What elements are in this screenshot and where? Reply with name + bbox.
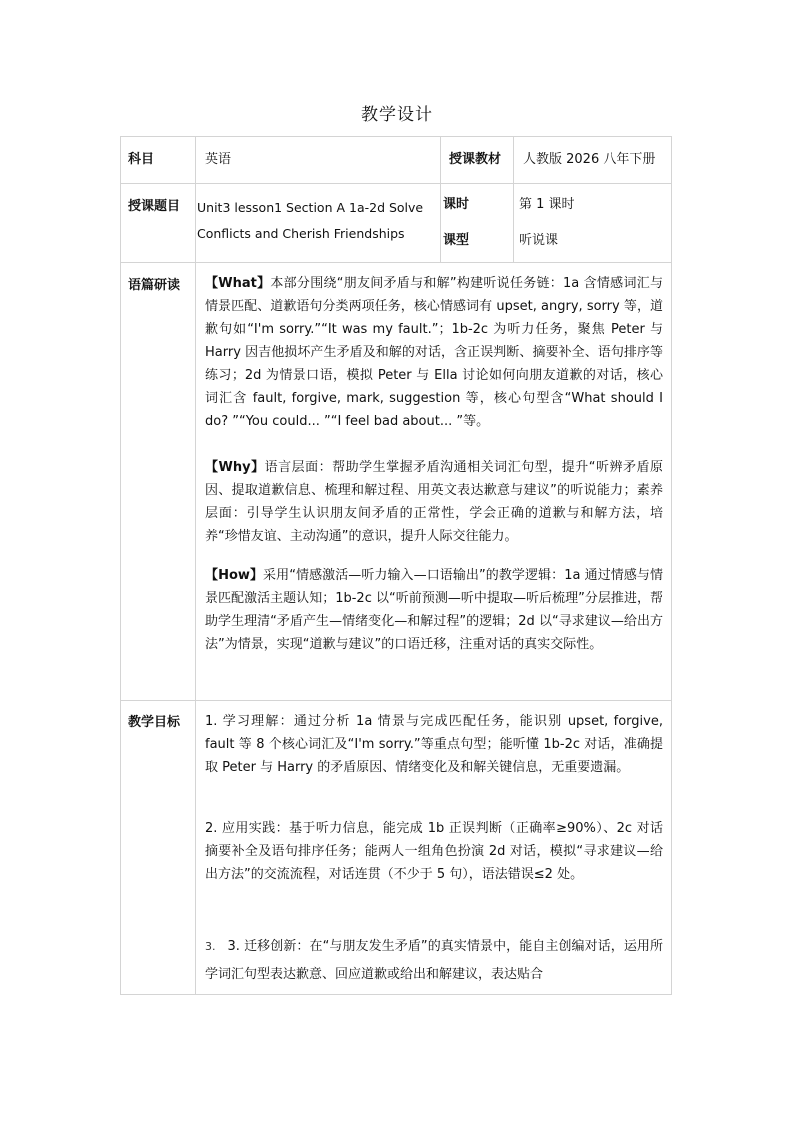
what-paragraph	[205, 272, 663, 433]
goal-3-text: 3. 迁移创新：在“与朋友发生矛盾”的真实情景中，能自主创编对话，运用所学词汇句型表达歉意、回应道歉或给出和解建议，表达贴合	[205, 939, 663, 982]
lesson-type-value: 听说课	[519, 233, 559, 248]
lesson-type-label: 课型	[443, 233, 470, 248]
textbook-value: 人教版 2026 八年下册	[523, 152, 656, 167]
subject-label: 科目	[128, 152, 155, 167]
row-divider	[120, 183, 672, 184]
how-paragraph	[205, 564, 663, 656]
topic-label: 授课题目	[128, 199, 181, 214]
column-divider	[440, 136, 441, 262]
textbook-label: 授课教材	[449, 152, 502, 167]
why-text: 语言层面：帮助学生掌握矛盾沟通相关词汇句型，提升“听辨矛盾原因、提取道歉信息、梳理和解过程、用英文表达歉意与建议”的听说能力；素养层面：引导学生认识朋友间矛盾的正常性，学会正确的道歉与和解方法，培养“珍惜友谊、主动沟通”的意识，提升人际交往能力。	[205, 460, 663, 544]
column-divider	[513, 136, 514, 262]
row-divider	[120, 700, 672, 701]
period-value: 第 1 课时	[519, 197, 575, 212]
how-text: 采用“情感激活—听力输入—口语输出”的教学逻辑：1a 通过情感与情景匹配激活主题认知；1b-2c 以“听前预测—听中提取—听后梳理”分层推进，帮助学生理清“矛盾产生—情绪变化—和解过程”的逻辑；2d 以“寻求建议—给出方法”为情景，实现“道歉与建议”的口语迁移，注重对话的真实交际性。	[205, 568, 664, 652]
goal-3-marker: 3.	[205, 940, 216, 953]
goal-3	[205, 933, 663, 989]
topic-value-line1: Unit3 lesson1 Section A 1a-2d Solve	[197, 200, 424, 215]
goal-1: 1. 学习理解：通过分析 1a 情景与完成匹配任务，能识别 upset, forgive, fault 等 8 个核心词汇及“I'm sorry.”等重点句型；能听懂 1b-2c 对话，准确提取 Peter 与 Harry 的矛盾原因、情绪变化及和解关键信息，无重要遗漏。	[205, 714, 663, 775]
row-divider	[120, 262, 672, 263]
subject-value: 英语	[205, 152, 232, 167]
period-label: 课时	[443, 197, 470, 212]
why-paragraph	[205, 456, 663, 548]
column-divider	[195, 136, 196, 995]
what-text: 本部分围绕“朋友间矛盾与和解”构建听说任务链：1a 含情感词汇与情景匹配、道歉语句分类两项任务，核心情感词有 upset, angry, sorry 等，道歉句如“I'm sorry.”“It was my fault.”；1b-2c 为听力任务，聚焦 Peter 与 Harry 因吉他损坏产生矛盾及和解的对话，含正误判断、摘要补全、语句排序等练习；2d 为情景口语，模拟 Peter 与 Ella 讨论如何向朋友道歉的对话，核心词汇含 fault, forgive, mark, suggestion 等，核心句型含“What should I do? ”“You could... ”“I feel bad about... ”等。	[205, 276, 663, 429]
text-analysis-label: 语篇研读	[128, 278, 181, 293]
what-tag: 【What】	[205, 276, 271, 291]
how-tag: 【How】	[205, 568, 264, 583]
why-tag: 【Why】	[205, 460, 265, 475]
goal-2: 2. 应用实践：基于听力信息，能完成 1b 正误判断（正确率≥90%）、2c 对话摘要补全及语句排序任务；能两人一组角色扮演 2d 对话，模拟“寻求建议—给出方法”的交流流程，对话连贯（不少于 5 句），语法错误≤2 处。	[205, 821, 663, 882]
topic-value-line2: Conflicts and Cherish Friendships	[197, 226, 405, 241]
teaching-goals-label: 教学目标	[128, 715, 181, 730]
document-title: 教学设计	[361, 105, 433, 125]
